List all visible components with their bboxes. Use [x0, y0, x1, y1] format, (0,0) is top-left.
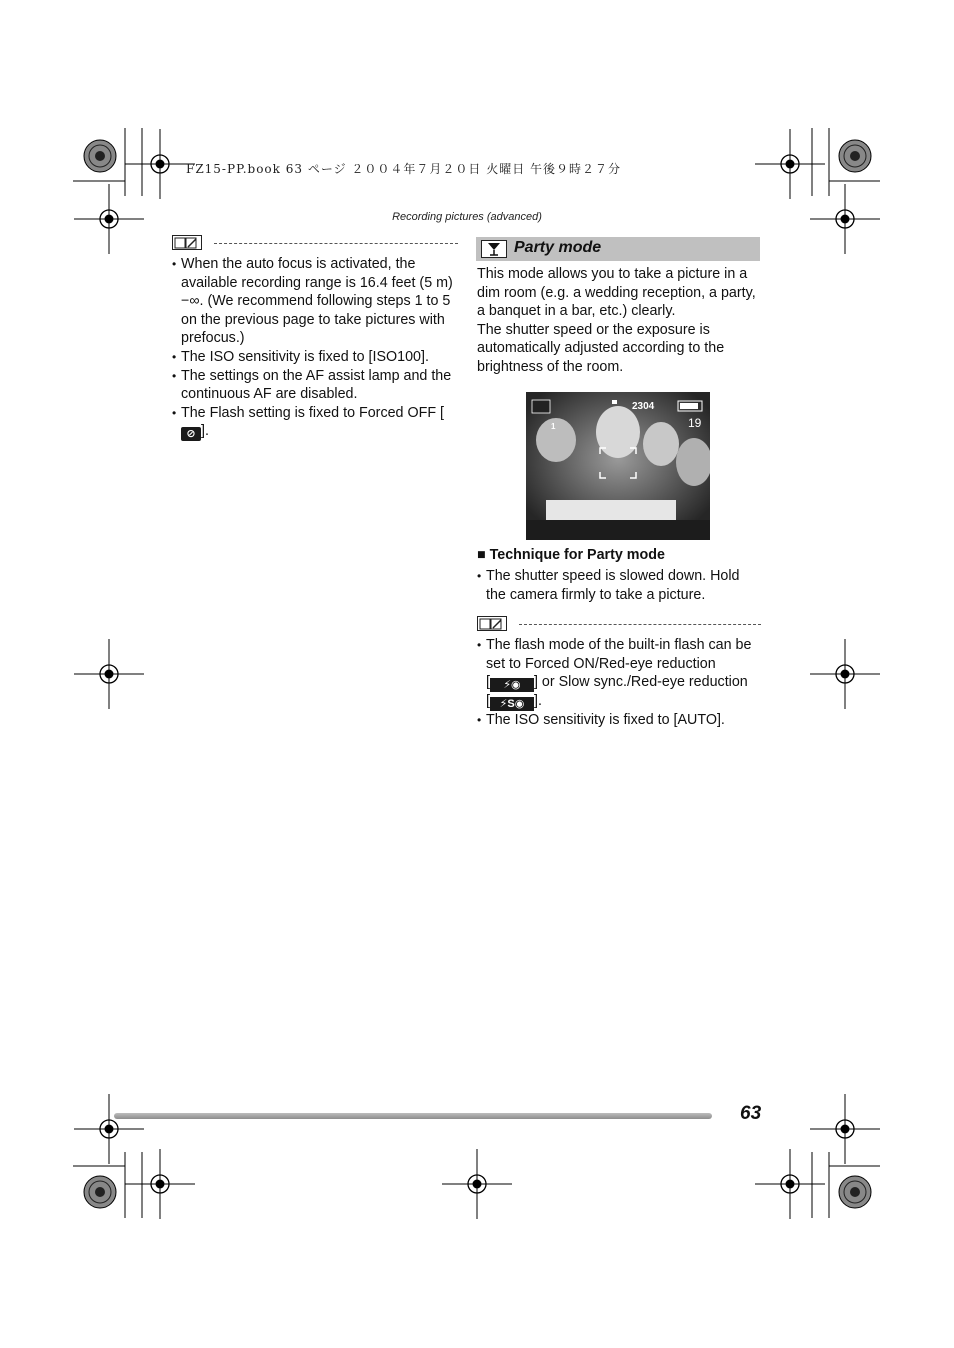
page-number: 63: [740, 1103, 762, 1124]
note-text: The Flash setting is fixed to Forced OFF [: [181, 404, 444, 421]
note-item: • The ISO sensitivity is fixed to [ISO100].: [172, 348, 454, 367]
note-close: ].: [201, 423, 209, 440]
note-item: • The settings on the AF assist lamp and the continuous AF are disabled.: [172, 367, 454, 404]
note-divider: [214, 243, 458, 244]
left-notes-list: [172, 255, 454, 441]
memo-icon: [172, 235, 202, 250]
slow-sync-red-eye-icon: ⚡S◉: [490, 697, 534, 711]
section-intro: This mode allows you to take a picture in a dim room (e.g. a wedding reception, a party, a banquet in a bar, etc.) clearly. The shutter speed or the exposure is automatically adjusted according to the brightness of the room.: [477, 266, 756, 375]
section-header: [476, 237, 760, 261]
picture-count: 2304: [632, 401, 655, 412]
camera-screen-photo: [526, 392, 710, 540]
note-item: [172, 404, 454, 442]
cocktail-glass-icon: [481, 240, 507, 258]
technique-list: [477, 567, 761, 604]
flash-red-eye-icon: ⚡◉: [490, 678, 534, 692]
memo-icon: [477, 616, 507, 631]
note-item: • When the auto focus is activated, the available recording range is 16.4 feet (5 m)−∞. (We recommend following steps 1 to 5 on the previous page to take pictures with prefocus.): [172, 255, 454, 348]
technique-heading: ■ Technique for Party mode: [477, 547, 665, 563]
stabilizer-mode: 1: [551, 422, 556, 431]
flash-off-icon: ⊘: [181, 427, 201, 441]
section-title: Party mode: [514, 239, 602, 256]
note-text: The flash mode of the built-in flash can be set to Forced ON/Red-eye reduction: [486, 637, 752, 672]
note-close: ].: [533, 693, 542, 710]
technique-item: • The shutter speed is slowed down. Hold the camera firmly to take a picture.: [477, 567, 761, 604]
note-divider: [519, 624, 761, 625]
footer-rule: [114, 1113, 712, 1119]
note-item: • The flash mode of the built-in flash can be set to Forced ON/Red-eye reduction [ ⚡◉ ] or Slow sync./Red-eye reduction [ ⚡S◉ ].: [477, 636, 761, 711]
note-item: • The ISO sensitivity is fixed to [AUTO].: [477, 711, 761, 730]
right-notes-list: [477, 636, 761, 730]
note-text: ] or Slow sync./Red-eye reduction: [533, 674, 748, 691]
remaining-count: 19: [688, 416, 702, 430]
running-head: Recording pictures (advanced): [392, 211, 542, 223]
print-header: FZ15-PP.book 63 ページ ２００４年７月２０日 火曜日 午後９時２７分: [186, 162, 622, 176]
